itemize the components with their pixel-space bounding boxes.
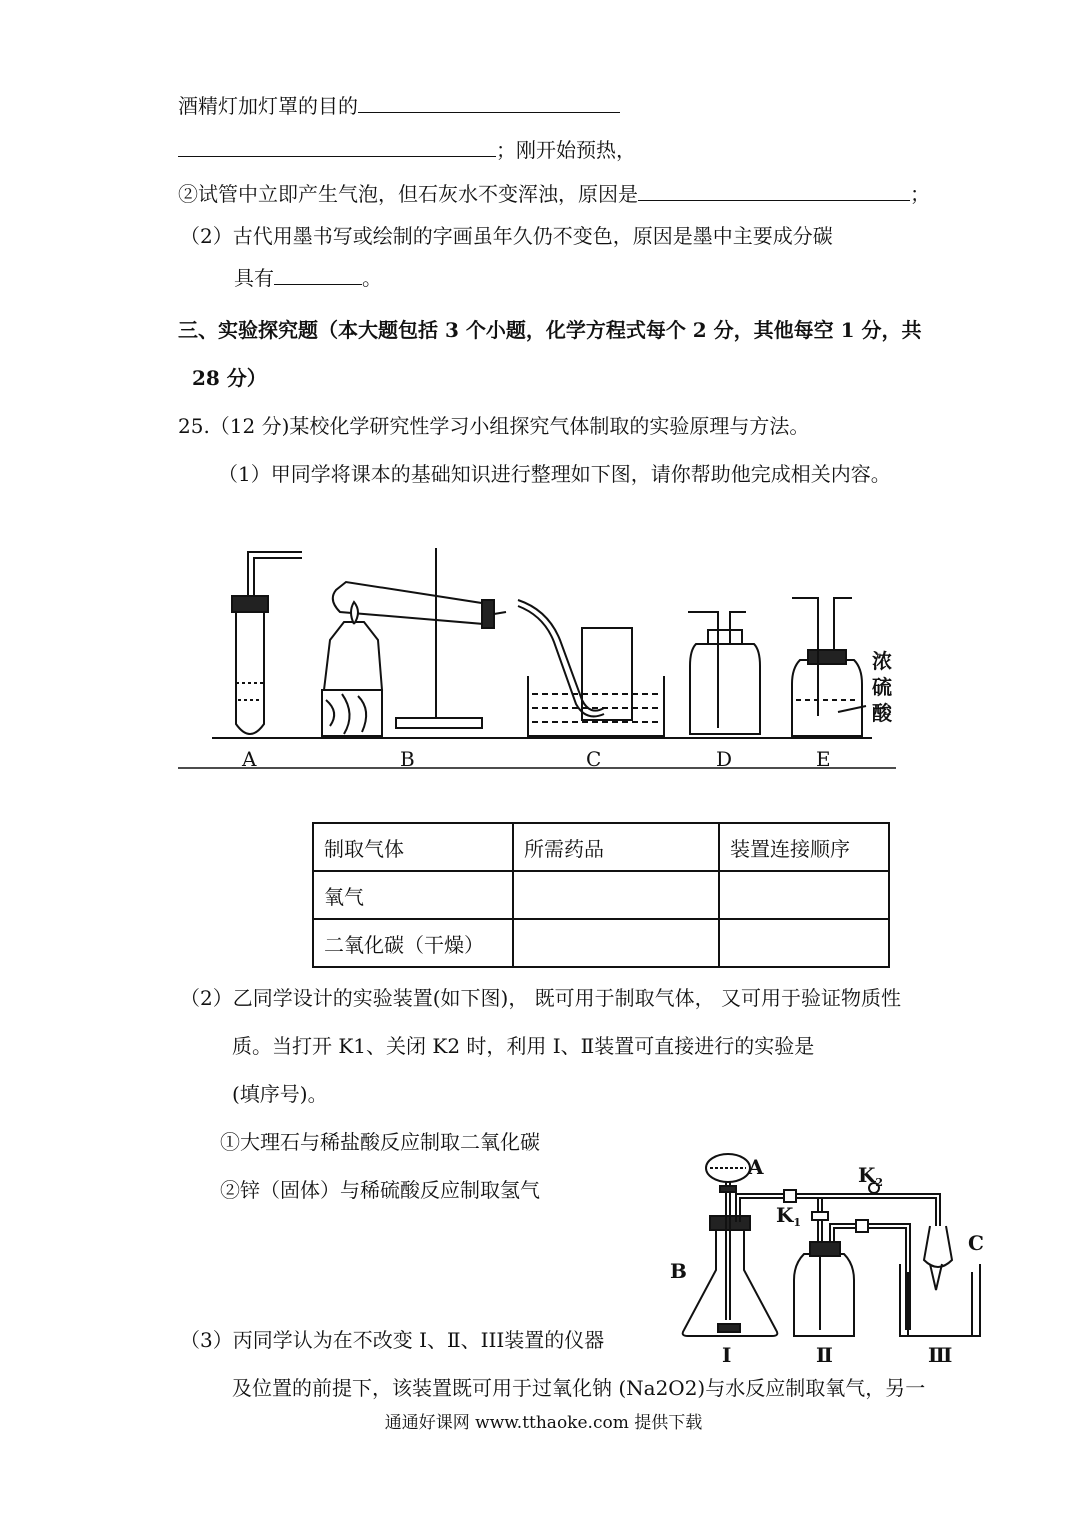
answer-cell[interactable] — [719, 871, 889, 919]
gas-apparatus-figure — [660, 1140, 1000, 1370]
table-cell: 二氧化碳（干燥） — [313, 919, 513, 967]
apparatus-d — [688, 612, 760, 734]
fig2-label-k2: $K_2$ — [858, 1163, 884, 1189]
text: 。 — [362, 266, 382, 290]
question-part-2-cont: 质。当打开 K1、关闭 K2 时，利用 I、Ⅱ装置可直接进行的实验是 — [232, 1034, 815, 1058]
label-e: E — [816, 747, 831, 771]
option-2: ②锌（固体）与稀硫酸反应制取氢气 — [220, 1178, 540, 1202]
apparatus-e — [792, 598, 866, 736]
question-stem: 25.（12 分)某校化学研究性学习小组探究气体制取的实验原理与方法。 — [178, 414, 810, 438]
table-header: 装置连接顺序 — [719, 823, 889, 871]
table-cell: 氧气 — [313, 871, 513, 919]
acid-label-3: 酸 — [872, 701, 892, 725]
fig2-label-k1: $K_1$ — [776, 1203, 802, 1229]
fig2-label-i: I — [722, 1343, 732, 1367]
section-title-cont: 28 分） — [192, 366, 267, 390]
question-part-2-cont: (填序号)。 — [232, 1082, 328, 1106]
table-row — [313, 871, 889, 919]
label-c: C — [586, 747, 602, 771]
fig2-label-a: A — [748, 1155, 764, 1179]
section-title: 三、实验探究题（本大题包括 3 个小题，化学方程式每个 2 分，其他每空 1 分，共 — [178, 318, 922, 342]
table-header: 所需药品 — [513, 823, 719, 871]
answer-cell[interactable] — [513, 871, 719, 919]
apparatus-ii — [794, 1198, 910, 1336]
table-row — [313, 919, 889, 967]
fig2-label-iii: Ⅲ — [928, 1343, 953, 1367]
text: 酒精灯加灯罩的目的 — [178, 94, 358, 118]
question-part-3: （3）丙同学认为在不改变 I、Ⅱ、III装置的仪器 — [180, 1328, 605, 1352]
text: ； — [910, 182, 930, 206]
text: 具有 — [234, 266, 274, 290]
acid-label-1: 浓 — [872, 649, 892, 673]
fig2-label-b: B — [670, 1259, 687, 1283]
apparatus-c — [518, 600, 664, 736]
question-part-2: （2）乙同学设计的实验装置(如下图)， 既可用于制取气体， 又可用于验证物质性 — [180, 986, 902, 1010]
question-part-3-cont: 及位置的前提下，该装置既可用于过氧化钠 (Na2O2)与水反应制取氧气，另一 — [232, 1376, 926, 1400]
fig2-label-c: C — [968, 1231, 984, 1255]
text: ②试管中立即产生气泡，但石灰水不变浑浊，原因是 — [178, 182, 638, 206]
label-b: B — [400, 747, 415, 771]
table-header: 制取气体 — [313, 823, 513, 871]
acid-label-2: 硫 — [872, 675, 892, 699]
question-line: （2）古代用墨书写或绘制的字画虽年久仍不变色，原因是墨中主要成分碳 — [180, 224, 833, 248]
label-a: A — [242, 747, 257, 771]
table-header-row — [313, 823, 889, 871]
answer-cell[interactable] — [719, 919, 889, 967]
fig2-label-ii: Ⅱ — [816, 1343, 833, 1367]
label-d: D — [716, 747, 733, 771]
answer-cell[interactable] — [513, 919, 719, 967]
page-footer: 通通好课网 www.tthaoke.com 提供下载 — [384, 1413, 703, 1433]
apparatus-b — [322, 548, 506, 736]
option-1: ①大理石与稀盐酸反应制取二氧化碳 — [220, 1130, 540, 1154]
apparatus-a — [232, 552, 302, 734]
text: ；刚开始预热， — [496, 138, 636, 162]
question-part-1: （1）甲同学将课本的基础知识进行整理如下图，请你帮助他完成相关内容。 — [218, 462, 891, 486]
gas-preparation-table — [312, 822, 890, 968]
